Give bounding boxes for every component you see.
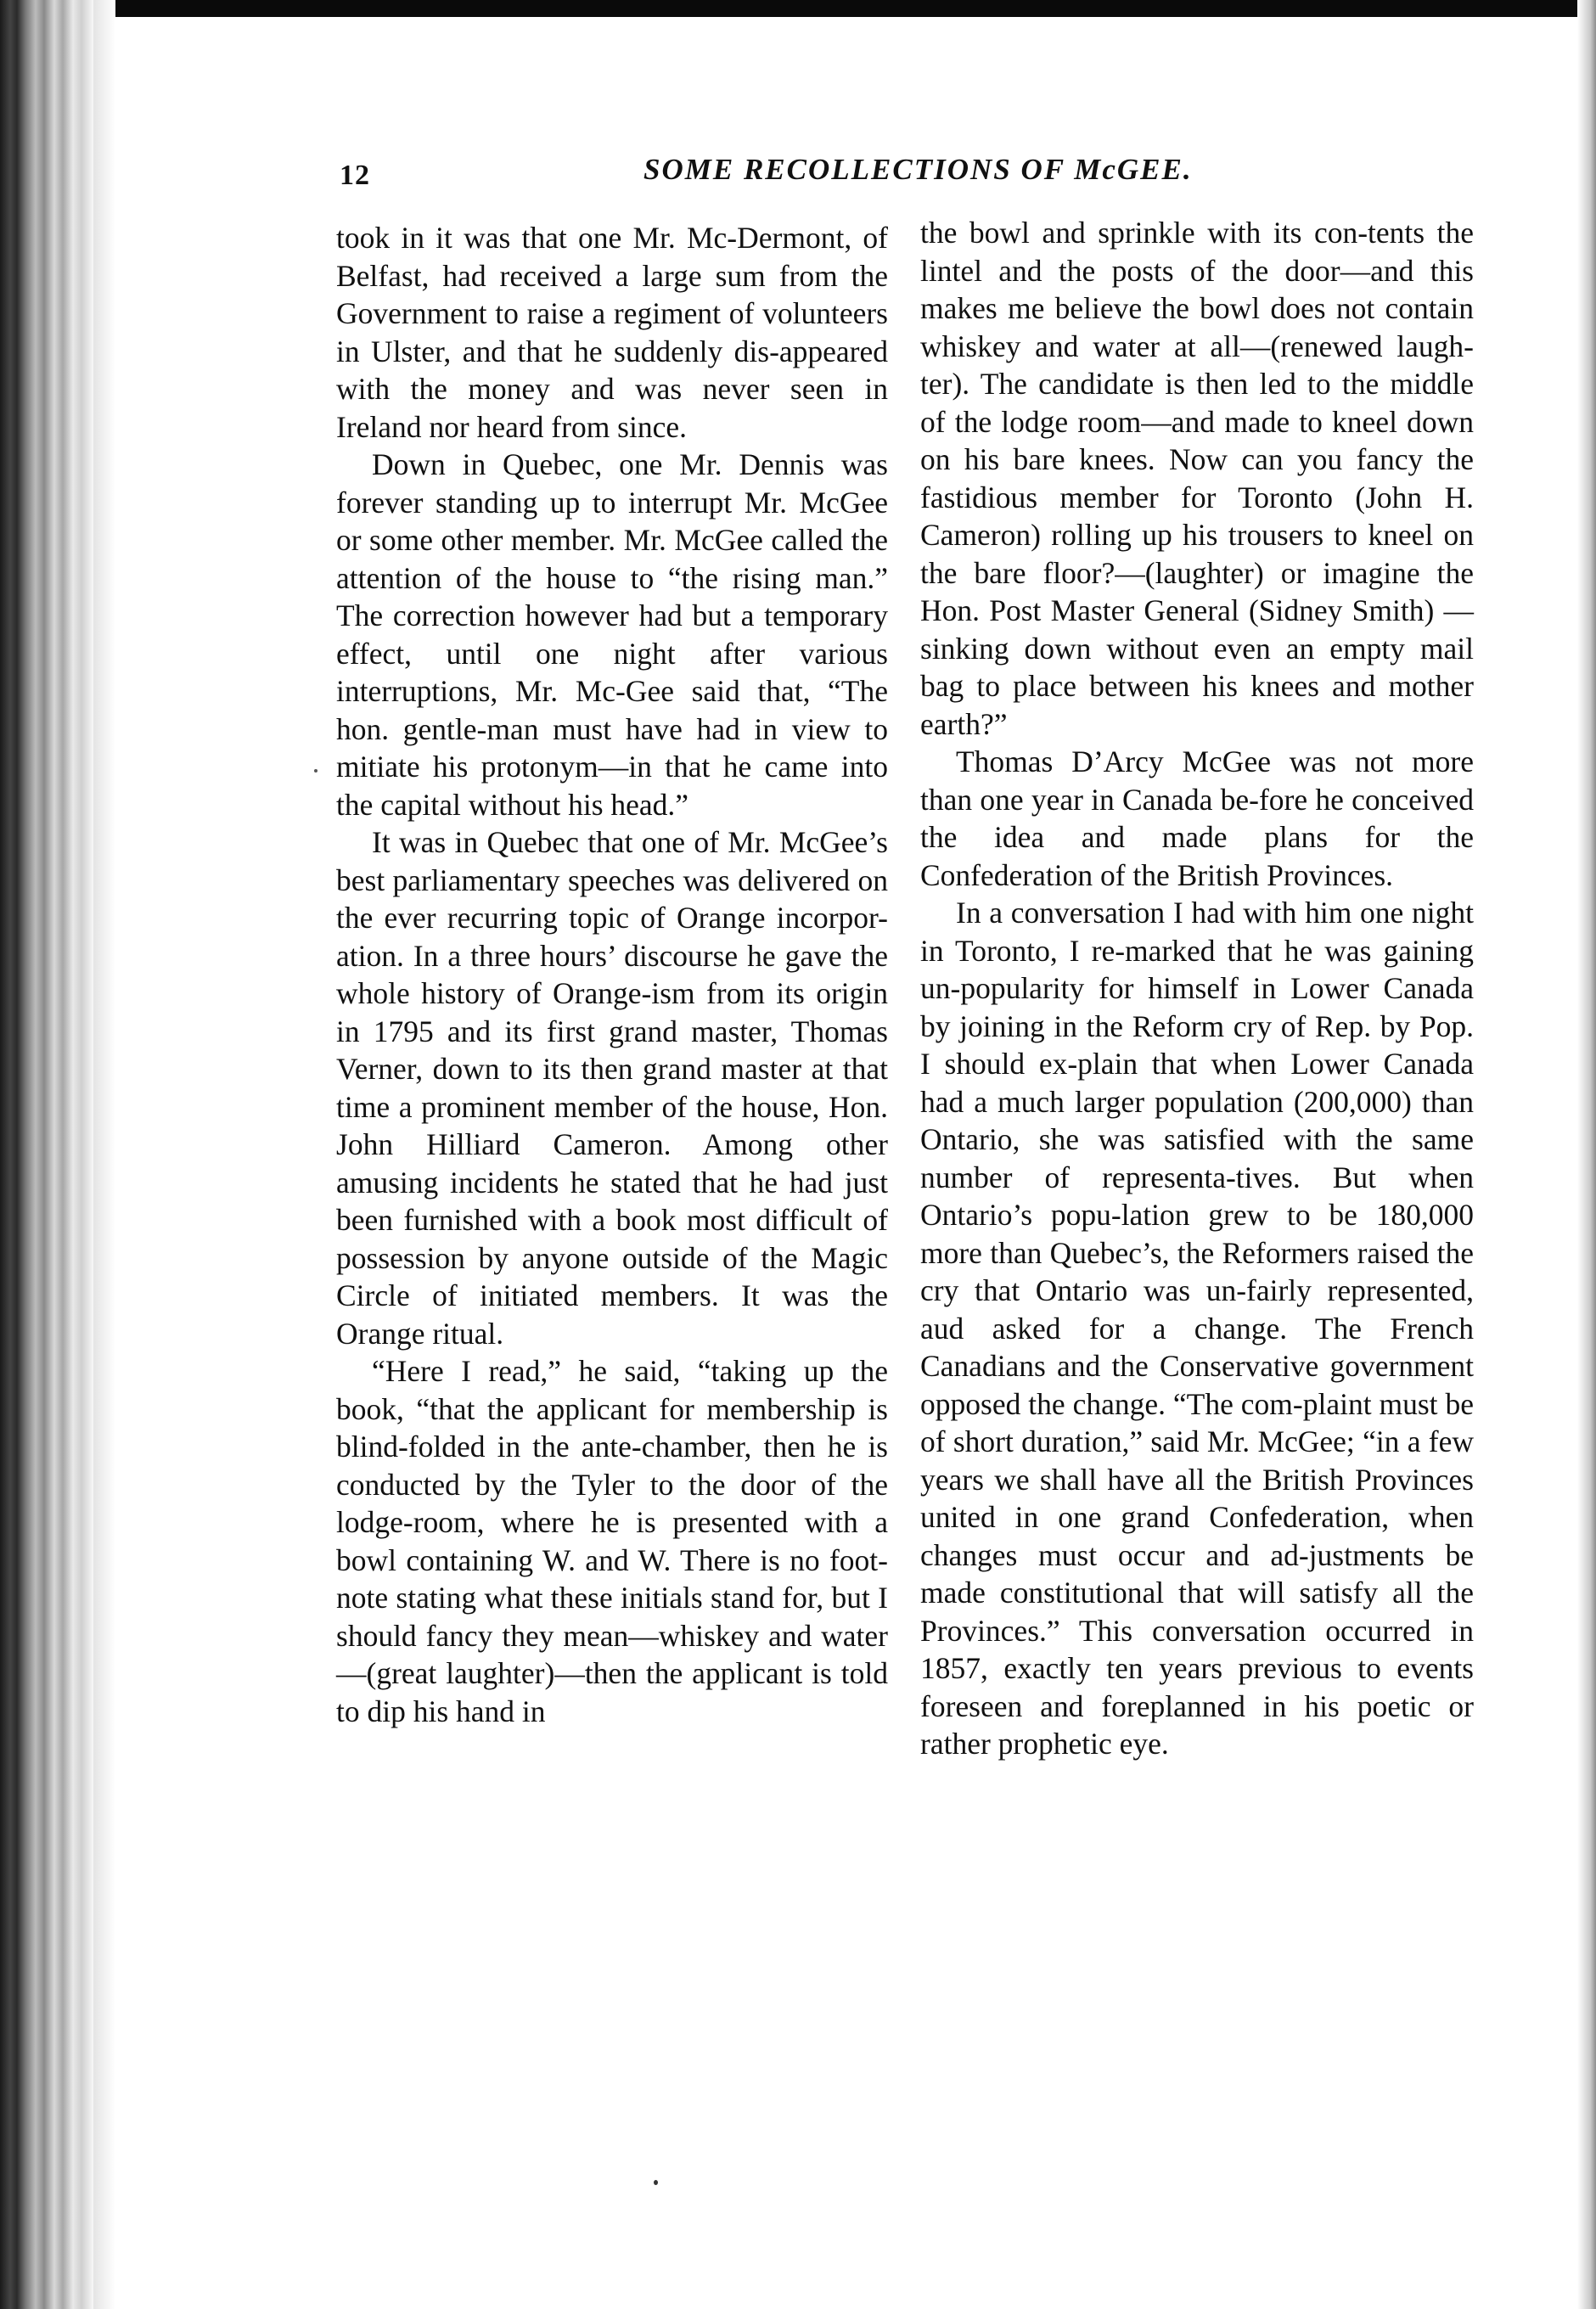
paragraph: Down in Quebec, one Mr. Dennis was forever standing up to interrupt Mr. McGee or some other member. Mr. McGee called the attention of the house to “the rising man.” The correction however had but a temporary effect, until one night after various interruptions, Mr. Mc-Gee said that, “The hon. gentle-man must have had in view to mitiate his protonym—in that he came into the capital without his head.” xyxy=(336,447,888,822)
scan-speck xyxy=(314,769,318,772)
gutter-shade xyxy=(93,0,115,2309)
right-text-column xyxy=(920,214,1474,1763)
scan-top-border xyxy=(0,0,1596,17)
paragraph: It was in Quebec that one of Mr. McGee’s best parliamentary speeches was delivered on the ever recurring topic of Orange incorpor-ation. In a three hours’ discourse he gave the whole history of Orange-ism from its origin in 1795 and its first grand master, Thomas Verner, down to its then grand master at that time a prominent member of the house, Hon. John Hilliard Cameron. Among other amusing incidents he stated that he had just been furnished with a book most difficult of possession by anyone outside of the Magic Circle of initiated members. It was the Orange ritual. xyxy=(336,825,888,1351)
scan-speck xyxy=(654,2180,658,2185)
book-spine-shadow xyxy=(0,0,93,2309)
paragraph: In a conversation I had with him one night in Toronto, I re-marked that he was gaining un-popularity for himself in Lower Canada by joining in the Reform cry of Rep. by Pop. I should ex-plain that when Lower Canada had a much larger population (200,000) than Ontario, she was satisfied with the same number of representa-tives. But when Ontario’s popu-lation grew to be 180,000 more than Quebec’s, the Reformers raised the cry that Ontario was un-fairly represented, aud asked for a change. The French Canadians and the Conservative government opposed the change. “The com-plaint must be of short duration,” said Mr. McGee; “in a few years we shall have all the British Provinces united in one grand Confederation, when changes must occur and ad-justments be made constitutional that will satisfy all the Provinces.” This conversation occurred in 1857, exactly ten years previous to events foreseen and foreplanned in his poetic or rather prophetic eye. xyxy=(920,896,1474,1761)
page-right-edge xyxy=(1577,0,1596,2309)
running-title: SOME RECOLLECTIONS OF McGEE. xyxy=(643,153,1193,186)
left-text-column xyxy=(336,219,888,1730)
paragraph: the bowl and sprinkle with its con-tents the lintel and the posts of the door—and this makes me believe the bowl does not contain whiskey and water at all—(renewed laugh-ter). The candidate is then led to the middle of the lodge room—and made to kneel down on his bare knees. Now can you fancy the fastidious member for Toronto (John H. Cameron) rolling up his trousers to kneel on the bare floor?—(laughter) or imagine the Hon. Post Master General (Sidney Smith) —sinking down without even an empty mail bag to place between his knees and mother earth?” xyxy=(920,216,1474,741)
paragraph: “Here I read,” he said, “taking up the book, “that the applicant for membership is blind-folded in the ante-chamber, then he is conducted by the Tyler to the door of the lodge-room, where he is presented with a bowl containing W. and W. There is no foot-note stating what these initials stand for, but I should fancy they mean—whiskey and water—(great laughter)—then the applicant is told to dip his hand in xyxy=(336,1354,888,1728)
paragraph: took in it was that one Mr. Mc-Dermont, of Belfast, had received a large sum from the Government to raise a regiment of volunteers in Ulster, and that he suddenly dis-appeared with the money and was never seen in Ireland nor heard from since. xyxy=(336,221,888,444)
paragraph: Thomas D’Arcy McGee was not more than one year in Canada be-fore he conceived the idea and made plans for the Confederation of the British Provinces. xyxy=(920,744,1474,892)
page-number: 12 xyxy=(340,160,370,191)
